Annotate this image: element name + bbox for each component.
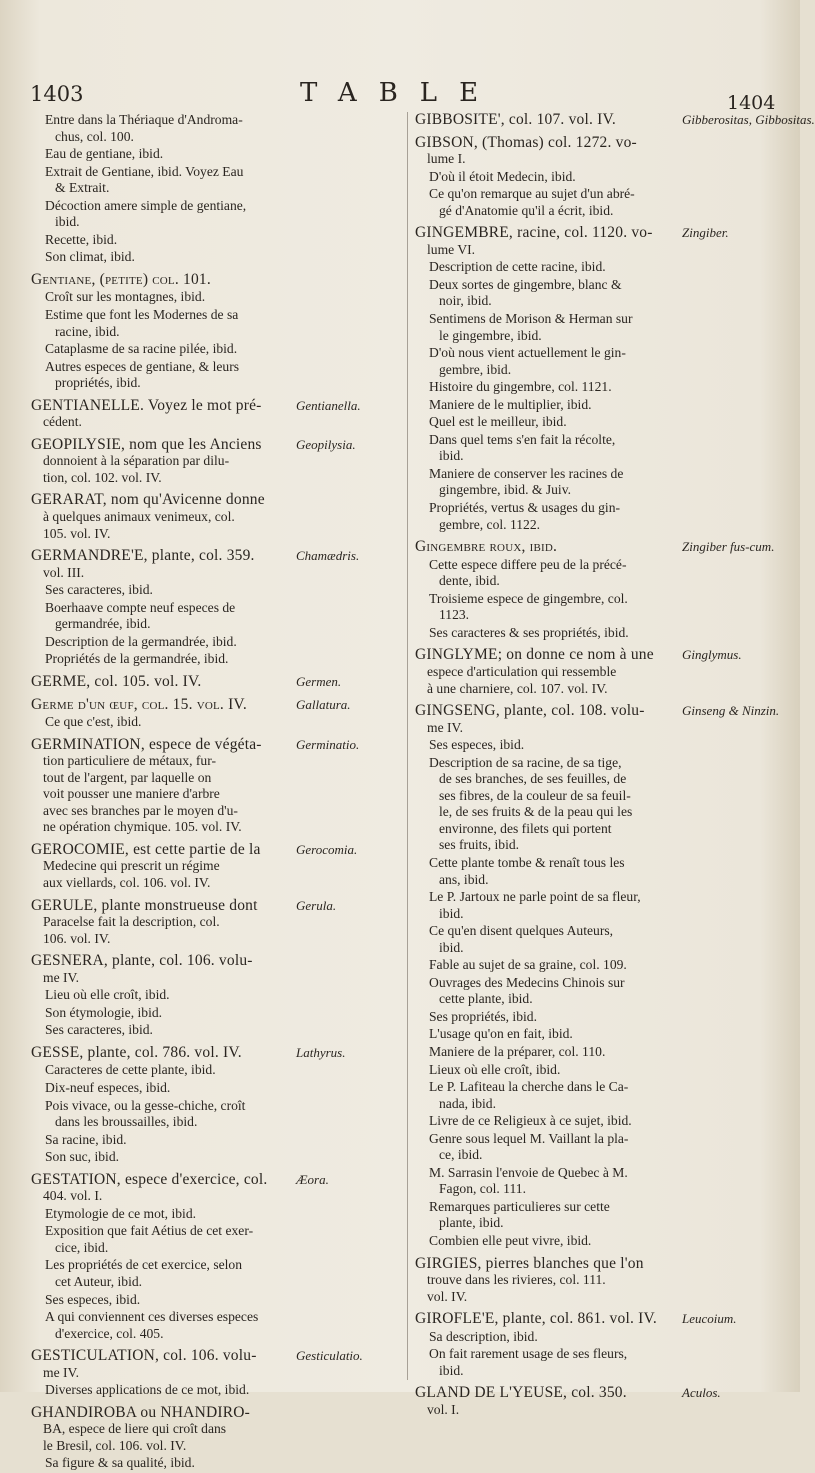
entry-line: Ses caracteres, ibid. <box>45 1022 153 1038</box>
entry-line: Medecine qui prescrit un régime <box>43 858 220 874</box>
index-entry <box>31 735 360 836</box>
entry-line: 106. vol. IV. <box>43 930 111 946</box>
entry-line: GIROFLE'E, plante, col. 861. vol. IV. <box>415 1310 657 1328</box>
latin-name: Aculos. <box>682 1385 721 1401</box>
index-subentry <box>415 432 680 465</box>
entry-line: BA, espece de liere qui croît dans <box>43 1421 227 1437</box>
entry-line: ibid. <box>439 905 464 921</box>
entry-line: ibid. <box>439 448 464 464</box>
entry-line: Deux sortes de gingembre, blanc & <box>429 276 622 292</box>
latin-name: Gerocomia. <box>296 841 358 857</box>
entry-line: Propriétés de la germandrée, ibid. <box>45 651 229 667</box>
entry-line: propriétés, ibid. <box>55 375 141 391</box>
index-subentry <box>415 345 680 378</box>
entry-line: Exposition que fait Aétius de cet exer- <box>45 1223 254 1239</box>
index-subentry <box>415 755 680 854</box>
index-subentry <box>31 651 296 668</box>
index-column-right <box>415 111 815 1419</box>
index-subentry <box>415 1329 680 1346</box>
entry-line: ans, ibid. <box>439 871 489 887</box>
entry-line: espece d'articulation qui ressemble <box>427 663 617 679</box>
entry-line: GEROCOMIE, est cette partie de la <box>31 840 261 858</box>
index-entry <box>31 672 342 691</box>
index-entry <box>415 538 775 556</box>
index-subentry <box>31 249 296 266</box>
entry-line: Troisieme espece de gingembre, col. <box>429 590 628 606</box>
entry-line: vol. I. <box>427 1401 460 1417</box>
page-number-left: 1403 <box>30 82 84 106</box>
index-subentry <box>415 1044 680 1061</box>
entry-line: Livre de ce Religieux à ce sujet, ibid. <box>429 1113 632 1129</box>
entry-line: Ce qu'en disent quelques Auteurs, <box>429 923 614 939</box>
index-column-left <box>31 112 363 1473</box>
index-subentry <box>31 359 296 392</box>
entry-line: cette plante, ibid. <box>439 991 533 1007</box>
index-entry <box>31 953 296 986</box>
index-subentry <box>415 414 680 431</box>
index-subentry <box>31 1062 296 1079</box>
index-subentry <box>415 591 680 624</box>
entry-line: Sa description, ibid. <box>429 1328 538 1344</box>
index-subentry <box>31 1257 296 1290</box>
entry-line: Le P. Lafiteau la cherche dans le Ca- <box>429 1079 629 1095</box>
entry-line: Remarques particulieres sur cette <box>429 1198 610 1214</box>
entry-line: Description de sa racine, de sa tige, <box>429 754 622 770</box>
index-subentry <box>31 1455 296 1472</box>
entry-line: Maniere de conserver les racines de <box>429 465 624 481</box>
index-subentry <box>31 289 296 306</box>
index-entry <box>31 272 296 289</box>
index-subentry <box>31 714 296 731</box>
index-subentry <box>31 198 296 231</box>
entry-line: GIBSON, (Thomas) col. 1272. vo- <box>415 133 637 151</box>
entry-line: Gingembre roux, ibid. <box>415 538 558 556</box>
latin-name: Gallatura. <box>296 696 351 712</box>
latin-name: Gerula. <box>296 897 337 913</box>
index-subentry <box>31 341 296 358</box>
entry-line: Son climat, ibid. <box>45 249 135 265</box>
index-entry <box>31 1405 296 1455</box>
entry-line: On fait rarement usage de ses fleurs, <box>429 1346 628 1362</box>
page-title: TABLE <box>300 78 501 108</box>
entry-line: 404. vol. I. <box>43 1188 103 1204</box>
entry-line: à quelques animaux venimeux, col. <box>43 509 235 525</box>
index-subentry <box>31 146 296 163</box>
entry-line: vol. IV. <box>427 1288 468 1304</box>
index-subentry <box>31 1005 296 1022</box>
index-subentry <box>31 1080 296 1097</box>
entry-line: me IV. <box>43 1364 79 1380</box>
index-subentry <box>415 311 680 344</box>
entry-line: Description de la germandrée, ibid. <box>45 633 237 649</box>
entry-line: GERMINATION, espece de végéta- <box>31 735 262 753</box>
index-entry <box>31 1347 363 1381</box>
entry-line: plante, ibid. <box>439 1215 504 1231</box>
index-subentry <box>415 1062 680 1079</box>
entry-line: racine, ibid. <box>55 323 120 339</box>
entry-line: dente, ibid. <box>439 573 500 589</box>
entry-line: Ce qu'on remarque au sujet d'un abré- <box>429 186 635 202</box>
entry-line: dans les broussailles, ibid. <box>55 1114 198 1130</box>
entry-line: Extrait de Gentiane, ibid. Voyez Eau <box>45 163 244 179</box>
index-subentry <box>31 1223 296 1256</box>
index-subentry <box>415 1113 680 1130</box>
index-subentry <box>415 500 680 533</box>
entry-line: Estime que font les Modernes de sa <box>45 307 239 323</box>
latin-name: Gibberositas, Gibbositas. <box>682 112 815 127</box>
index-entry <box>415 702 780 736</box>
index-entry <box>415 1384 721 1418</box>
entry-line: donnoient à la séparation par dilu- <box>43 453 230 469</box>
entry-line: Le P. Jartoux ne parle point de sa fleur, <box>429 889 641 905</box>
entry-line: me IV. <box>43 969 79 985</box>
entry-line: Boerhaave compte neuf especes de <box>45 599 236 615</box>
index-subentry <box>31 232 296 249</box>
index-subentry <box>415 397 680 414</box>
entry-line: GERME, col. 105. vol. IV. <box>31 672 202 690</box>
index-subentry <box>31 1292 296 1309</box>
entry-line: Cataplasme de sa racine pilée, ibid. <box>45 341 238 357</box>
entry-line: A qui conviennent ces diverses especes <box>45 1309 259 1325</box>
entry-line: Ses caracteres, ibid. <box>45 582 153 598</box>
index-subentry <box>415 557 680 590</box>
entry-line: D'où nous vient actuellement le gin- <box>429 345 626 361</box>
index-subentry <box>415 1079 680 1112</box>
entry-line: GERMANDRE'E, plante, col. 359. <box>31 547 255 565</box>
entry-line: gingembre, ibid. & Juiv. <box>439 482 572 498</box>
entry-line: ce, ibid. <box>439 1147 483 1163</box>
entry-line: ibid. <box>439 1362 464 1378</box>
entry-line: Sa figure & sa qualité, ibid. <box>45 1455 195 1471</box>
latin-name: Gesticulatio. <box>296 1348 363 1364</box>
index-subentry <box>31 1022 296 1039</box>
index-entry <box>31 547 360 581</box>
index-subentry <box>31 634 296 651</box>
index-entry <box>31 1043 346 1062</box>
entry-line: Pois vivace, ou la gesse-chiche, croît <box>45 1097 246 1113</box>
index-subentry <box>415 1199 680 1232</box>
entry-line: Ses propriétés, ibid. <box>429 1008 537 1024</box>
entry-line: Décoction amere simple de gentiane, <box>45 197 247 213</box>
entry-line: Maniere de la préparer, col. 110. <box>429 1043 606 1059</box>
index-subentry <box>31 600 296 633</box>
entry-line: le Bresil, col. 106. vol. IV. <box>43 1437 187 1453</box>
index-subentry <box>31 307 296 340</box>
latin-name: Æora. <box>296 1171 329 1187</box>
entry-line: GEOPILYSIE, nom que les Anciens <box>31 435 262 453</box>
entry-line: ses fibres, de la couleur de sa feuil- <box>439 787 631 803</box>
index-entry <box>31 396 361 431</box>
index-entry <box>31 695 351 714</box>
latin-name: Zingiber fus-cum. <box>682 539 775 555</box>
entry-line: Maniere de le multiplier, ibid. <box>429 396 592 412</box>
entry-line: Genre sous lequel M. Vaillant la pla- <box>429 1130 629 1146</box>
index-subentry <box>31 582 296 599</box>
entry-line: Quel est le meilleur, ibid. <box>429 414 567 430</box>
entry-line: chus, col. 100. <box>55 128 134 144</box>
entry-line: nada, ibid. <box>439 1095 497 1111</box>
entry-line: 105. vol. IV. <box>43 525 111 541</box>
index-subentry <box>415 1165 680 1198</box>
entry-line: Combien elle peut vivre, ibid. <box>429 1233 592 1248</box>
entry-line: Lieu où elle croît, ibid. <box>45 987 170 1003</box>
entry-line: Ce que c'est, ibid. <box>45 714 142 730</box>
index-entry <box>415 135 680 168</box>
entry-line: Gentiane, (petite) col. 101. <box>31 270 211 288</box>
entry-line: voit pousser une maniere d'arbre <box>43 786 220 802</box>
entry-line: Ses caracteres & ses propriétés, ibid. <box>429 624 629 640</box>
latin-name: Ginseng & Ninzin. <box>682 703 780 719</box>
entry-line: Eau de gentiane, ibid. <box>45 146 164 162</box>
entry-line: avec ses branches par le moyen d'u- <box>43 802 238 818</box>
index-subentry <box>415 975 680 1008</box>
entry-line: M. Sarrasin l'envoie de Quebec à M. <box>429 1164 628 1180</box>
index-entry <box>415 1256 680 1306</box>
index-entry <box>31 896 337 948</box>
latin-name: Ginglymus. <box>682 647 742 663</box>
entry-line: ses fruits, ibid. <box>439 837 520 853</box>
entry-line: GHANDIROBA ou NHANDIRO- <box>31 1403 251 1421</box>
entry-line: GERULE, plante monstrueuse dont <box>31 896 258 914</box>
index-subentry <box>31 112 296 145</box>
entry-line: lume VI. <box>427 241 476 257</box>
entry-line: tion, col. 102. vol. IV. <box>43 469 162 485</box>
entry-line: L'usage qu'on en fait, ibid. <box>429 1026 573 1042</box>
index-entry <box>415 1310 737 1328</box>
index-entry <box>31 492 296 542</box>
latin-name: Germinatio. <box>296 736 360 752</box>
entry-line: D'où il étoit Medecin, ibid. <box>429 168 576 184</box>
index-subentry <box>31 1132 296 1149</box>
entry-line: Sentimens de Morison & Herman sur <box>429 311 633 327</box>
entry-line: Fagon, col. 111. <box>439 1181 526 1197</box>
index-subentry <box>415 923 680 956</box>
entry-line: cice, ibid. <box>55 1239 109 1255</box>
latin-name: Lathyrus. <box>296 1044 346 1060</box>
entry-line: gembre, ibid. <box>439 361 512 377</box>
page-number-right: 1404 <box>727 92 776 114</box>
entry-line: GINGLYME; on donne ce nom à une <box>415 646 654 664</box>
entry-line: à une charniere, col. 107. vol. IV. <box>427 680 608 696</box>
index-entry <box>415 646 742 697</box>
entry-line: le, de ses fruits & de la peau qui les <box>439 804 633 820</box>
entry-line: tion particuliere de métaux, fur- <box>43 753 216 769</box>
index-entry <box>31 435 356 487</box>
index-subentry <box>415 1346 680 1379</box>
entry-line: 1123. <box>439 607 470 623</box>
index-subentry <box>415 1009 680 1026</box>
entry-line: vol. III. <box>43 564 85 580</box>
index-entry <box>415 224 729 258</box>
index-subentry <box>415 625 680 642</box>
entry-line: tout de l'argent, par laquelle on <box>43 769 212 785</box>
index-subentry <box>31 164 296 197</box>
index-subentry <box>415 277 680 310</box>
entry-line: Son étymologie, ibid. <box>45 1004 163 1020</box>
entry-line: aux viellards, col. 106. vol. IV. <box>43 874 211 890</box>
index-subentry <box>415 1233 680 1250</box>
entry-line: germandrée, ibid. <box>55 616 151 632</box>
latin-name: Zingiber. <box>682 225 729 241</box>
latin-name: Leucoium. <box>682 1311 737 1327</box>
entry-line: GINGEMBRE, racine, col. 1120. vo- <box>415 224 653 242</box>
entry-line: me IV. <box>427 719 463 735</box>
index-subentry <box>415 169 680 186</box>
entry-line: Germe d'un œuf, col. 15. vol. IV. <box>31 695 247 713</box>
index-subentry <box>415 1131 680 1164</box>
index-subentry <box>31 1309 296 1342</box>
index-entry <box>31 840 358 892</box>
index-subentry <box>31 1149 296 1166</box>
entry-line: Ouvrages des Medecins Chinois sur <box>429 974 625 990</box>
entry-line: Lieux où elle croît, ibid. <box>429 1061 561 1077</box>
index-subentry <box>415 466 680 499</box>
entry-line: cet Auteur, ibid. <box>55 1274 143 1289</box>
entry-line: Diverses applications de ce mot, ibid. <box>45 1382 250 1398</box>
entry-line: ibid. <box>439 939 464 955</box>
entry-line: Histoire du gingembre, col. 1121. <box>429 379 612 395</box>
index-subentry <box>415 1026 680 1043</box>
latin-name: Chamædris. <box>296 548 360 564</box>
index-subentry <box>415 259 680 276</box>
index-subentry <box>415 855 680 888</box>
entry-line: Dans quel tems s'en fait la récolte, <box>429 431 616 447</box>
index-subentry <box>31 1206 296 1223</box>
entry-line: GENTIANELLE. Voyez le mot pré- <box>31 396 262 414</box>
index-subentry <box>415 737 680 754</box>
entry-line: Ses especes, ibid. <box>45 1291 141 1307</box>
entry-line: Cette espece differe peu de la précé- <box>429 556 627 572</box>
entry-line: GIBBOSITE', col. 107. vol. IV. <box>415 111 616 128</box>
latin-name: Geopilysia. <box>296 436 356 452</box>
entry-line: environne, des filets qui portent <box>439 820 612 836</box>
entry-line: le gingembre, ibid. <box>439 327 542 343</box>
entry-line: GESTICULATION, col. 106. volu- <box>31 1347 257 1365</box>
entry-line: Paracelse fait la description, col. <box>43 914 220 930</box>
entry-line: Son suc, ibid. <box>45 1149 120 1165</box>
entry-line: GINGSENG, plante, col. 108. volu- <box>415 702 645 720</box>
latin-name: Gentianella. <box>296 397 361 413</box>
entry-line: Cette plante tombe & renaît tous les <box>429 854 625 870</box>
entry-line: & Extrait. <box>55 180 110 196</box>
entry-line: Sa racine, ibid. <box>45 1131 127 1147</box>
entry-line: Etymologie de ce mot, ibid. <box>45 1205 197 1221</box>
entry-line: Entre dans la Thériaque d'Androma- <box>45 112 243 127</box>
entry-line: Recette, ibid. <box>45 231 118 247</box>
entry-line: Propriétés, vertus & usages du gin- <box>429 500 621 516</box>
index-subentry <box>415 889 680 922</box>
index-entry <box>31 1170 329 1205</box>
running-head <box>0 78 800 114</box>
entry-line: ne opération chymique. 105. vol. IV. <box>43 819 242 835</box>
entry-line: Caracteres de cette plante, ibid. <box>45 1062 216 1078</box>
entry-line: noir, ibid. <box>439 293 492 309</box>
index-subentry <box>415 379 680 396</box>
entry-line: GESTATION, espece d'exercice, col. <box>31 1170 268 1188</box>
entry-line: Description de cette racine, ibid. <box>429 259 606 275</box>
entry-line: Dix-neuf especes, ibid. <box>45 1079 171 1095</box>
index-subentry <box>415 186 680 219</box>
entry-line: GESNERA, plante, col. 106. volu- <box>31 952 253 970</box>
entry-line: d'exercice, col. 405. <box>55 1325 164 1341</box>
index-subentry <box>31 1382 296 1399</box>
entry-line: Ses especes, ibid. <box>429 737 525 753</box>
entry-line: Autres especes de gentiane, & leurs <box>45 358 240 374</box>
entry-line: gé d'Anatomie qu'il a écrit, ibid. <box>439 202 614 218</box>
entry-line: GERARAT, nom qu'Avicenne donne <box>31 491 265 509</box>
entry-line: GESSE, plante, col. 786. vol. IV. <box>31 1043 242 1061</box>
entry-line: de ses branches, de ses feuilles, de <box>439 771 627 787</box>
entry-line: Croît sur les montagnes, ibid. <box>45 289 206 305</box>
index-subentry <box>31 1098 296 1131</box>
entry-line: Les propriétés de cet exercice, selon <box>45 1257 243 1273</box>
latin-name: Germen. <box>296 673 342 689</box>
entry-line: gembre, col. 1122. <box>439 516 541 532</box>
index-subentry <box>415 957 680 974</box>
entry-line: GLAND DE L'YEUSE, col. 350. <box>415 1384 627 1402</box>
column-divider <box>407 112 408 1380</box>
entry-line: lume I. <box>427 151 466 167</box>
entry-line: cédent. <box>43 414 82 430</box>
index-subentry <box>31 987 296 1004</box>
entry-line: GIRGIES, pierres blanches que l'on <box>415 1254 644 1272</box>
index-entry <box>415 111 815 129</box>
entry-line: trouve dans les rivieres, col. 111. <box>427 1272 606 1288</box>
entry-line: ibid. <box>55 214 80 230</box>
entry-line: Fable au sujet de sa graine, col. 109. <box>429 957 627 973</box>
